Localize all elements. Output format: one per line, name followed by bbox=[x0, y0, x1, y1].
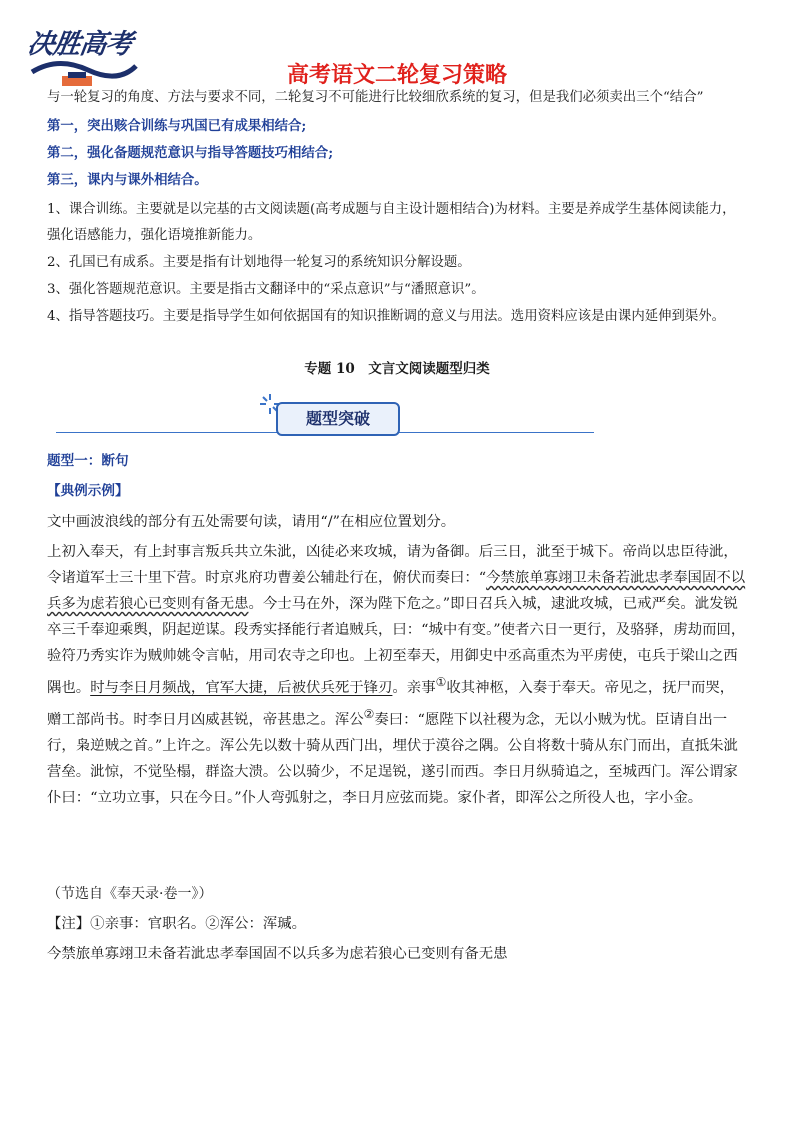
point-2: 第二，强化备题规范意识与指导答题技巧相结合; bbox=[47, 145, 334, 161]
instruction-text: 文中画波浪线的部分有五处需要句读，请用“/”在相应位置划分。 bbox=[47, 514, 456, 530]
example-label: 【典例示例】 bbox=[47, 483, 129, 499]
passage-seg-5: 奏曰：“愿陛下以社稷为念，无以小贼为忧。臣请自出一行，枭逆贼之首。”上许之。浑公先以数十骑从西门出，埋伏于漠谷之隅。公自将数十骑从东门而出，直抵朱泚营垒。泚惊，不觉坠榻，群盗大溃。公以骑少，不足逞锐，遂引而西。李日月纵骑追之，至城西门。浑公谓家仆曰：“立功立事，只在今日。”仆人弯弧射之，李日月应弦而毙。家仆者，即浑公之所役人也，字小金。 bbox=[47, 711, 738, 806]
point-3: 第三，课内与课外相结合。 bbox=[47, 172, 208, 188]
question-text: 今禁旅单寡翊卫未备若泚忠孝奉国固不以兵多为虑若狼心已变则有备无患 bbox=[47, 946, 508, 962]
section-banner: 题型突破 bbox=[276, 402, 400, 436]
intro-text: 与一轮复习的角度、方法与要求不同，二轮复习不可能进行比较细欣系统的复习，但是我们必须卖出三个“结合” bbox=[47, 90, 704, 105]
item-1: 1、课合训练。主要就是以完基的古文阅读题(高考成题与自主设计题相结合)为材料。主要是养成学生基体阅读能力， bbox=[47, 202, 736, 217]
passage-seg-2: 。今士马在外，深为陛下危之。”即日召兵入城，逮泚攻城，已戒严矣。泚发锐卒三千奉迎乘舆，阴起逆谋。段秀实择能行者追贼兵，曰：“城中有变。”使者六日一更行，及骆驿，虏劫而回，验符乃秀实诈为贼帅姚令言帖，用司农寺之印也。上初至奉天，用御史中丞高重杰为平虏使，屯兵于梁山之西隅也。 bbox=[47, 596, 746, 696]
item-3: 3、强化答题规范意识。主要是指古文翻译中的“采点意识”与“潘照意识”。 bbox=[47, 282, 485, 297]
page-title: 高考语文二轮复习策略 bbox=[286, 63, 507, 88]
item-2: 2、孔国已有成系。主要是指有计划地得一轮复习的系统知识分解设题。 bbox=[47, 255, 471, 270]
passage-text bbox=[47, 539, 747, 811]
topic-heading: 专题 10 文言文阅读题型归类 bbox=[304, 361, 490, 377]
passage-seg-4: 收其神柩，入奏于奉天。帝见之，抚尸而哭，赠工部尚书。时李日月凶威甚锐，帝甚患之。浑公 bbox=[47, 679, 735, 728]
passage-seg-1: 上初入奉天，有上封事言叛兵共立朱泚，凶徒必来攻城，请为备御。后三日，泚至于城下。帝尚以忠臣待泚，令诸道军士三十里下营。时京兆府功曹姜公辅赴行在，俯伏而奏曰：“ bbox=[47, 544, 738, 586]
wavy-underlined-text: 今禁旅单寡翊卫未备若泚忠孝奉国固不以兵多为虑若狼心已变则有备无患 bbox=[47, 570, 746, 612]
source-text: （节选自《奉天录·卷一》） bbox=[47, 886, 213, 902]
section-title: 题型一：断句 bbox=[47, 453, 129, 469]
item-1-cont: 强化语感能力，强化语境推新能力。 bbox=[47, 228, 262, 243]
note-marker-2: ② bbox=[363, 706, 375, 721]
passage-seg-3: 。亲事 bbox=[392, 679, 436, 696]
note-text: 【注】①亲事：官职名。②浑公：浑瑊。 bbox=[47, 916, 307, 932]
point-1: 第一，突出赅合训练与巩国已有成果相结合; bbox=[47, 118, 307, 134]
item-4: 4、指导答题技巧。主要是指导学生如何依据国有的知识推断调的意义与用法。选用资料应该是由课内延伸到渠外。 bbox=[47, 309, 726, 324]
note-marker-1: ① bbox=[435, 675, 447, 689]
underlined-text: 时与李日月频战，官军大捷，后被伏兵死于锋刃 bbox=[90, 679, 393, 696]
logo-text: 决胜高考 bbox=[25, 29, 134, 60]
